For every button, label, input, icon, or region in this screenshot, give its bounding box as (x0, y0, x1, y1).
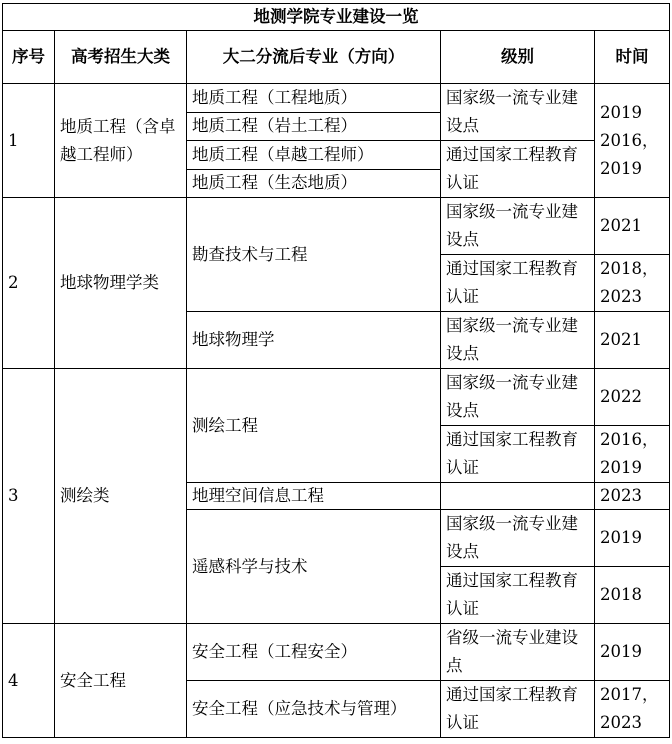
level-cell: 国家级一流专业建设点 (441, 312, 595, 369)
category-cell: 地球物理学类 (55, 198, 187, 369)
group-number: 1 (3, 84, 55, 198)
major-cell: 地质工程（生态地质） (187, 169, 441, 198)
level-cell: 国家级一流专业建设点 (441, 198, 595, 255)
time-cell: 2023 (595, 483, 670, 510)
time-cell: 2019 (595, 510, 670, 567)
header-time: 时间 (595, 31, 670, 84)
header-level: 级别 (441, 31, 595, 84)
time-cell: 2019 (595, 624, 670, 681)
level-cell: 通过国家工程教育认证 (441, 141, 595, 198)
header-category: 高考招生大类 (55, 31, 187, 84)
major-cell: 安全工程（工程安全） (187, 624, 441, 681)
level-cell: 国家级一流专业建设点 (441, 510, 595, 567)
level-cell: 国家级一流专业建设点 (441, 84, 595, 141)
level-cell: 国家级一流专业建设点 (441, 369, 595, 426)
level-cell: 通过国家工程教育认证 (441, 426, 595, 483)
group-number: 2 (3, 198, 55, 369)
major-cell: 地理空间信息工程 (187, 483, 441, 510)
time-cell: 2022 (595, 369, 670, 426)
time-cell: 2017，2023 (595, 681, 670, 738)
level-cell (441, 483, 595, 510)
major-cell: 勘查技术与工程 (187, 198, 441, 312)
major-cell: 遥感科学与技术 (187, 510, 441, 624)
header-major: 大二分流后专业（方向） (187, 31, 441, 84)
group-number: 4 (3, 624, 55, 738)
time-cell: 2021 (595, 312, 670, 369)
major-cell: 安全工程（应急技术与管理） (187, 681, 441, 738)
title-row (3, 4, 670, 31)
time-cell: 2018 (595, 567, 670, 624)
major-construction-table (2, 3, 670, 738)
category-cell: 测绘类 (55, 369, 187, 624)
header-no: 序号 (3, 31, 55, 84)
major-cell: 测绘工程 (187, 369, 441, 483)
category-cell: 安全工程 (55, 624, 187, 738)
time-value: 2016，2019 (600, 130, 659, 178)
group-number: 3 (3, 369, 55, 624)
table-row (3, 198, 670, 255)
time-value: 2019 (600, 102, 642, 122)
level-cell: 省级一流专业建设点 (441, 624, 595, 681)
time-cell: 2021 (595, 198, 670, 255)
major-cell: 地质工程（岩土工程） (187, 112, 441, 141)
level-cell: 通过国家工程教育认证 (441, 567, 595, 624)
major-cell: 地质工程（工程地质） (187, 84, 441, 113)
table-row (3, 369, 670, 426)
table-row (3, 84, 670, 113)
time-cell (595, 84, 670, 198)
category-cell: 地质工程（含卓越工程师） (55, 84, 187, 198)
table-row (3, 624, 670, 681)
table-title: 地测学院专业建设一览 (3, 4, 670, 31)
time-cell: 2016，2019 (595, 426, 670, 483)
header-row (3, 31, 670, 84)
level-cell: 通过国家工程教育认证 (441, 681, 595, 738)
level-cell: 通过国家工程教育认证 (441, 255, 595, 312)
time-cell: 2018，2023 (595, 255, 670, 312)
major-cell: 地质工程（卓越工程师） (187, 141, 441, 170)
major-cell: 地球物理学 (187, 312, 441, 369)
